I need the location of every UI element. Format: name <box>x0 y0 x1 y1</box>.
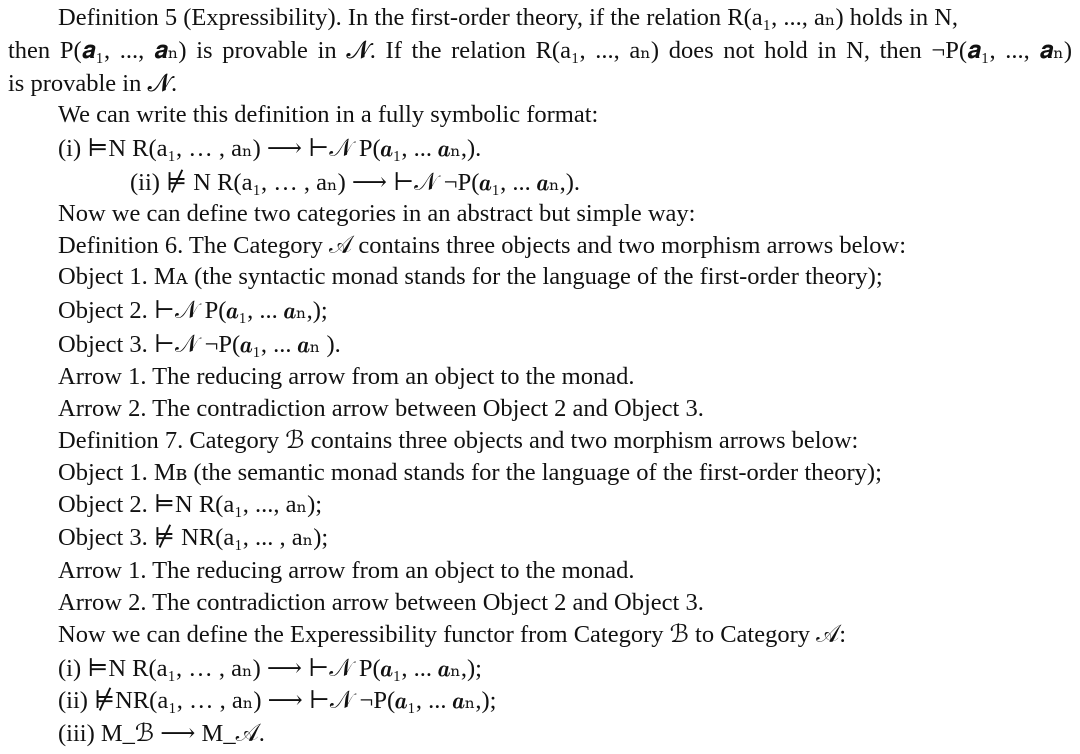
category-a-object-2: Object 2. ⊢𝒩 P(𝒂₁, ... 𝒂ₙ,); <box>58 297 328 324</box>
category-a-object-3: Object 3. ⊢𝒩 ¬P(𝒂₁, ... 𝒂ₙ ). <box>58 331 341 358</box>
categories-intro: Now we can define two categories in an abstract but simple way: <box>58 200 696 227</box>
functor-formula-i: (i) ⊨N R(a₁, … , aₙ) ⟶ ⊢𝒩 P(𝒂₁, ... 𝒂ₙ,); <box>58 655 482 682</box>
definition-5-line-3: is provable in 𝓝. <box>8 70 178 97</box>
functor-formula-iii: (iii) M_ℬ ⟶ M_𝒜. <box>58 720 265 747</box>
category-a-arrow-2: Arrow 2. The contradiction arrow between Object 2 and Object 3. <box>58 395 704 422</box>
category-a-object-1: Object 1. Mᴀ (the syntactic monad stands for the language of the first-order theory); <box>58 263 883 290</box>
category-b-object-3: Object 3. ⊭ NR(a₁, ... , aₙ); <box>58 524 329 551</box>
definition-6: Definition 6. The Category 𝒜 contains three objects and two morphism arrows below: <box>58 232 907 259</box>
symbolic-format-intro: We can write this definition in a fully symbolic format: <box>58 101 599 128</box>
category-b-arrow-2: Arrow 2. The contradiction arrow between Object 2 and Object 3. <box>58 589 704 616</box>
functor-formula-ii: (ii) ⊭NR(a₁, … , aₙ) ⟶ ⊢𝒩 ¬P(𝒂₁, ... 𝒂ₙ,); <box>58 687 497 714</box>
functor-intro: Now we can define the Experessibility functor from Category ℬ to Category 𝒜: <box>58 621 847 648</box>
definition-5-line-2: then P(𝒂₁, ..., 𝒂ₙ) is provable in 𝓝. If the relation R(a₁, ..., aₙ) does not hold in N, then ¬P(𝒂₁, ..., 𝒂ₙ) <box>8 37 1072 64</box>
formula-i: (i) ⊨N R(a₁, … , aₙ) ⟶ ⊢𝒩 P(𝒂₁, ... 𝒂ₙ,). <box>58 135 482 162</box>
formula-ii: (ii) ⊭ N R(a₁, … , aₙ) ⟶ ⊢𝒩 ¬P(𝒂₁, ... 𝒂ₙ,). <box>130 169 580 196</box>
definition-5-line-1: Definition 5 (Expressibility). In the first-order theory, if the relation R(a₁, ..., aₙ) holds in N, <box>58 4 959 31</box>
category-b-arrow-1: Arrow 1. The reducing arrow from an object to the monad. <box>58 557 635 584</box>
category-b-object-1: Object 1. Mʙ (the semantic monad stands for the language of the first-order theory); <box>58 459 882 486</box>
category-a-arrow-1: Arrow 1. The reducing arrow from an object to the monad. <box>58 363 635 390</box>
definition-7: Definition 7. Category ℬ contains three objects and two morphism arrows below: <box>58 427 859 454</box>
category-b-object-2: Object 2. ⊨N R(a₁, ..., aₙ); <box>58 491 323 518</box>
